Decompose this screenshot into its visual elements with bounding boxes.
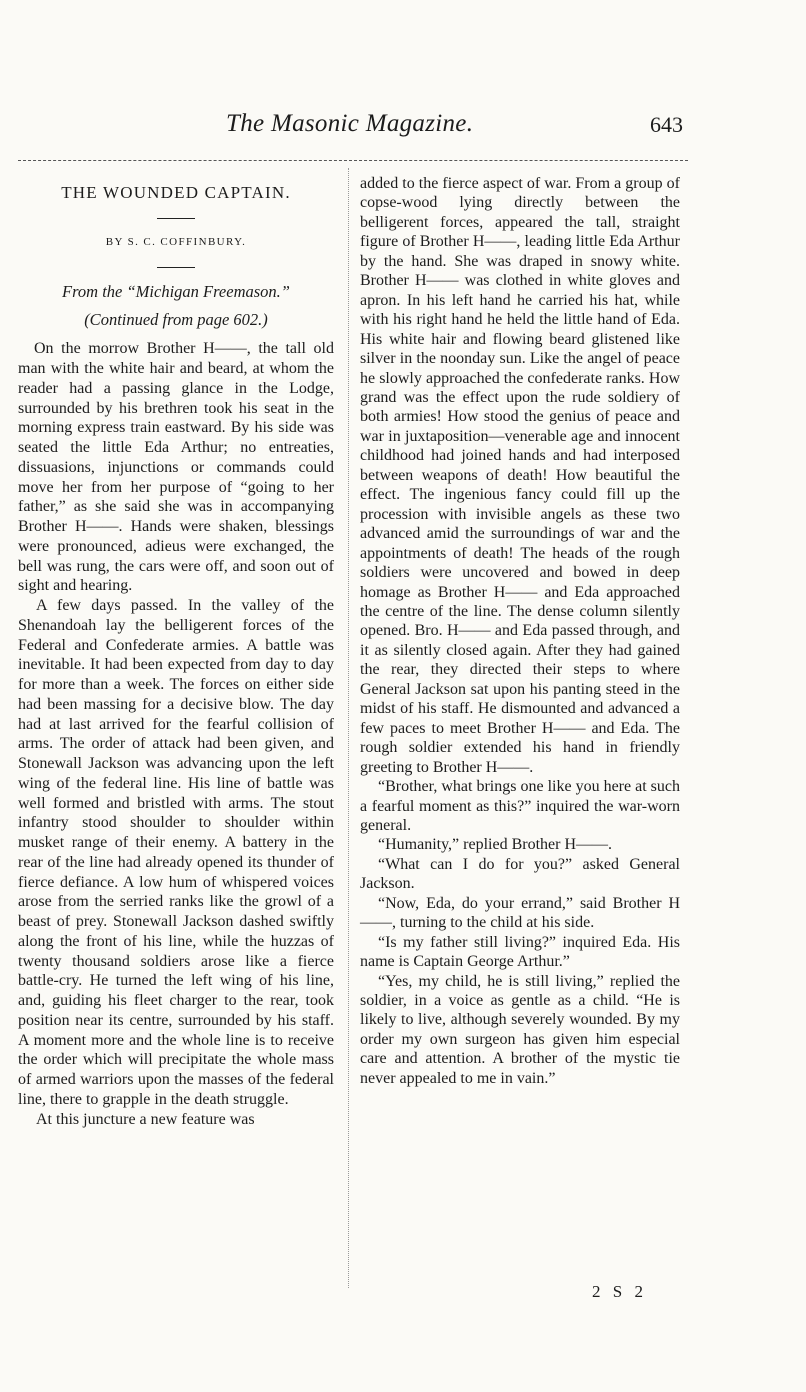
- signature-mark: 2 S 2: [592, 1282, 647, 1301]
- paragraph: At this juncture a new feature was: [36, 1110, 255, 1128]
- paragraph: “What can I do for you?” asked General Jackson.: [360, 855, 680, 893]
- byline: BY S. C. COFFINBURY.: [105, 236, 247, 248]
- page-header: [0, 104, 806, 144]
- paragraph: “Humanity,” replied Brother H——.: [378, 836, 613, 854]
- paragraph: On the morrow Brother H——, the tall old man with the white hair and beard, at whom the reader had a passing glance in the Lodge, surrounded by his brethren took his seat in the morning express train eastward. By his side was seated the little Eda Arthur; no entreaties, dissuasions, injunctions or commands could move her from her purpose of “going to her father,” as she said she was in accompanying Brother H——. Hands were shaken, blessings were pronounced, adieus were exchanged, the bell was rung, the cars were off, and soon out of sight and hearing.: [18, 340, 334, 595]
- continued-line: (Continued from page 602.): [84, 309, 268, 329]
- paragraph: “Now, Eda, do your errand,” said Brother H——, turning to the child at his side.: [360, 894, 680, 932]
- header-rule: [18, 160, 688, 161]
- article-title: THE WOUNDED CAPTAIN.: [61, 183, 291, 202]
- column-divider: [348, 168, 349, 1288]
- right-column: [360, 174, 680, 1088]
- paragraph: “Yes, my child, he is still living,” replied the soldier, in a voice as gentle as a child. “He is likely to live, although severely wounded. By my order my own surgeon has given him especial care and attention. A brother of the mystic tie never appealed to me in vain.”: [360, 972, 680, 1087]
- left-column: [18, 172, 334, 1129]
- running-title: The Masonic Magazine.: [226, 110, 474, 137]
- paragraph: “Brother, what brings one like you here at such a fearful moment as this?” inquired the war-worn general.: [360, 778, 680, 834]
- page-number: 643: [650, 112, 683, 137]
- paragraph: added to the fierce aspect of war. From a group of copse-wood lying directly between the belligerent forces, appeared the tall, straight figure of Brother H——, leading little Eda Arthur by the hand. She was draped in snowy white. Brother H—— was clothed in white gloves and apron. In his left hand he carried his hat, while with his right hand he held the little hand of Eda. His white hair and flowing beard glistened like silver in the noonday sun. Like the angel of peace he slowly approached the confederate ranks. How grand was the effect upon the rude soldiery of both armies! How stood the genius of peace and war in juxtaposition—venerable age and innocent childhood had joined hands and had interposed between weapons of death! How beautiful the effect. The ingenious fancy could fill up the procession with invisible angels as these two advanced amid the surroundings of war and the appointments of death! The heads of the rough soldiers were uncovered and bowed in deep homage as Brother H—— and Eda approached the centre of the line. The dense column silently opened. Bro. H—— and Eda passed through, and it as silently closed again. After they had gained the rear, they directed their steps to where General Jackson sat upon his panting steed in the midst of his staff. He dismounted and advanced a few paces to meet Brother H—— and Eda. The rough soldier extended his hand in friendly greeting to Brother H——.: [360, 175, 680, 776]
- paragraph: A few days passed. In the valley of the Shenandoah lay the belligerent forces of the Federal and Confederate armies. A battle was inevitable. It had been expected from day to day for more than a week. The forces on either side had been massing for a decisive blow. The day had at last arrived for the fearful collision of arms. The order of attack had been given, and Stonewall Jackson was advancing upon the left wing of the federal line. His line of battle was well formed and bristled with arms. The stout infantry stood shoulder to shoulder within musket range of their enemy. A battery in the rear of the line had already opened its thunder of fierce defiance. A low hum of whispered voices arose from the serried ranks like the growl of a beast of prey. Stonewall Jackson dashed swiftly along the front of his line, while the huzzas of twenty thousand soldiers arose like a fierce battle-cry. He turned the left wing of his line, and, guiding his fleet charger to the rear, took position near its centre, surrounded by his staff. A moment more and the whole line is to receive the order which will precipitate the whole mass of armed warriors upon the masses of the federal line, there to grapple in the death struggle.: [18, 597, 334, 1108]
- source-line: From the “Michigan Freemason.”: [62, 281, 290, 301]
- title-rule: [157, 218, 195, 219]
- byline-rule: [157, 267, 195, 268]
- paragraph: “Is my father still living?” inquired Eda. His name is Captain George Arthur.”: [360, 933, 680, 971]
